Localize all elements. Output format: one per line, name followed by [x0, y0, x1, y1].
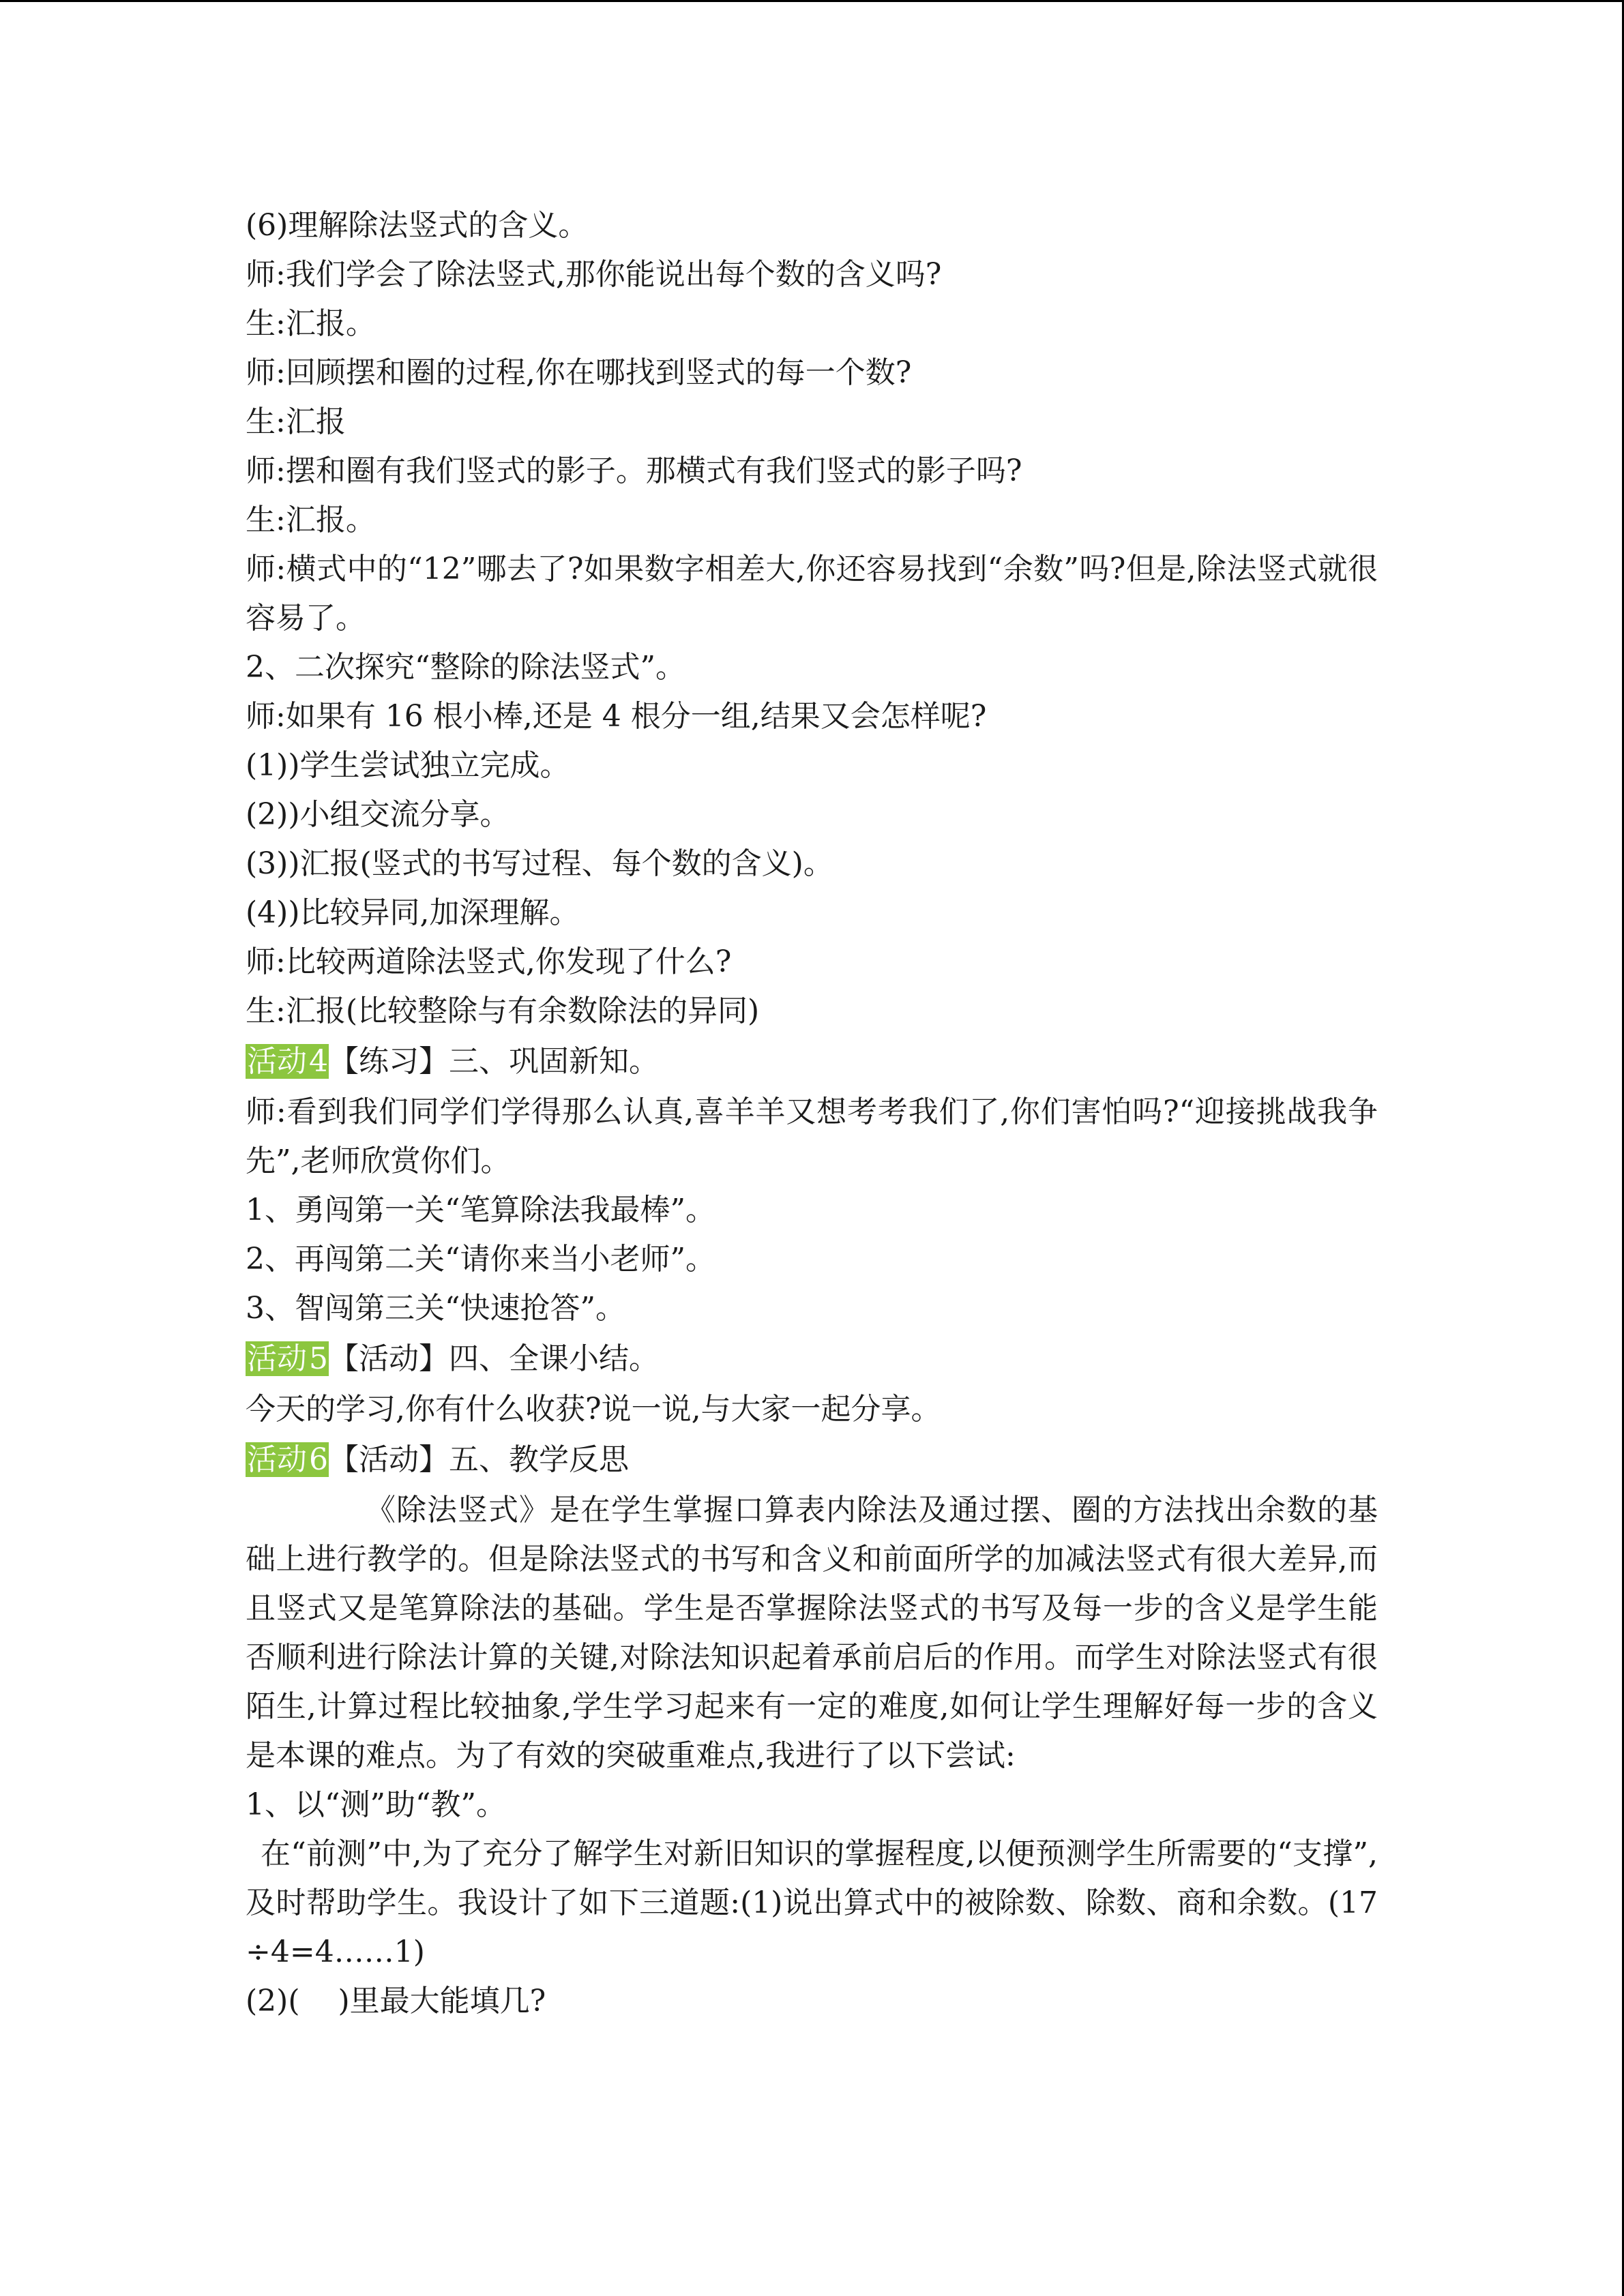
- text-line: 3、智闯第三关“快速抢答”。: [246, 1291, 625, 1326]
- text-paragraph: 在“前测”中,为了充分了解学生对新旧知识的掌握程度,以便预测学生所需要的“支撑”,及时帮助学生。我设计了如下三道题:(1)说出算式中的被除数、除数、商和余数。(17÷4=4……1): [246, 1836, 1378, 1969]
- text-line: 2、再闯第二关“请你来当小老师”。: [246, 1242, 715, 1277]
- activity-tag: 活动: [247, 1044, 307, 1079]
- text-line: (2)( )里最大能填几?: [246, 1984, 546, 2018]
- text-paragraph: 师:看到我们同学们学得那么认真,喜羊羊又想考考我们了,你们害怕吗?“迎接挑战我争先”,老师欣赏你们。: [246, 1094, 1378, 1178]
- text-line: (3))汇报(竖式的书写过程、每个数的含义)。: [246, 846, 833, 881]
- text-line: 生:汇报(比较整除与有余数除法的异同): [246, 994, 760, 1028]
- text-line: 2、二次探究“整除的除法竖式”。: [246, 650, 685, 685]
- activity-tag: 活动: [247, 1442, 307, 1477]
- text-line: 1、勇闯第一关“笔算除法我最棒”。: [246, 1193, 715, 1227]
- text-line: 1、以“测”助“教”。: [246, 1787, 506, 1822]
- activity-heading-4: [246, 1036, 1378, 1088]
- activity-tag: 活动: [247, 1341, 307, 1376]
- activity-title: 【活动】四、全课小结。: [329, 1341, 659, 1376]
- document-body: [246, 201, 1378, 2026]
- text-line: 生:汇报: [246, 404, 346, 439]
- text-line: (6)理解除法竖式的含义。: [246, 208, 589, 243]
- text-line: 师:回顾摆和圈的过程,你在哪找到竖式的每一个数?: [246, 355, 912, 390]
- text-line: 生:汇报。: [246, 306, 376, 341]
- text-line: 师:摆和圈有我们竖式的影子。那横式有我们竖式的影子吗?: [246, 453, 1022, 488]
- text-line: 师:我们学会了除法竖式,那你能说出每个数的含义吗?: [246, 257, 942, 292]
- text-line: (2))小组交流分享。: [246, 797, 510, 832]
- activity-title: 【活动】五、教学反思: [329, 1442, 629, 1477]
- page-top-border: [0, 0, 1624, 2]
- text-paragraph: 师:横式中的“12”哪去了?如果数字相差大,你还容易找到“余数”吗?但是,除法竖式就很容易了。: [246, 552, 1378, 636]
- activity-number: 5: [309, 1341, 328, 1376]
- activity-heading-5: [246, 1333, 1378, 1385]
- text-line: 师:如果有 16 根小棒,还是 4 根分一组,结果又会怎样呢?: [246, 699, 987, 734]
- reflection-paragraph: 《除法竖式》是在学生掌握口算表内除法及通过摆、圈的方法找出余数的基础上进行教学的。但是除法竖式的书写和含义和前面所学的加减法竖式有很大差异,而且竖式又是笔算除法的基础。学生是否掌握除法竖式的书写及每一步的含义是学生能否顺利进行除法计算的关键,对除法知识起着承前启后的作用。而学生对除法竖式有很陌生,计算过程比较抽象,学生学习起来有一定的难度,如何让学生理解好每一步的含义是本课的难点。为了有效的突破重难点,我进行了以下尝试:: [246, 1493, 1378, 1773]
- activity-title: 【练习】三、巩固新知。: [329, 1044, 659, 1079]
- text-line: (1))学生尝试独立完成。: [246, 748, 570, 783]
- text-line: 生:汇报。: [246, 503, 376, 537]
- text-line: 师:比较两道除法竖式,你发现了什么?: [246, 944, 732, 979]
- text-line: 今天的学习,你有什么收获?说一说,与大家一起分享。: [246, 1392, 941, 1427]
- activity-number: 6: [309, 1442, 328, 1477]
- activity-heading-6: [246, 1434, 1378, 1486]
- activity-number: 4: [309, 1044, 328, 1079]
- text-line: (4))比较异同,加深理解。: [246, 895, 580, 930]
